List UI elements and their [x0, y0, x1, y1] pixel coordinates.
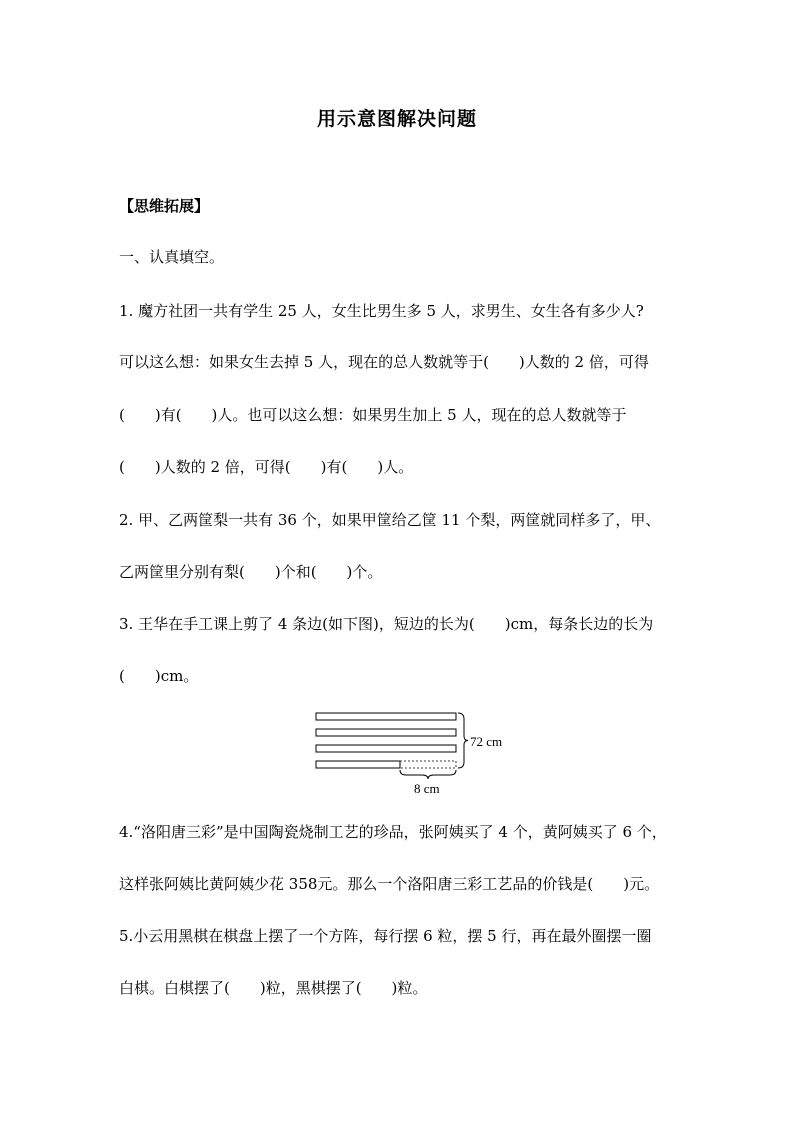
question-1-line-1: 1. 魔方社团一共有学生 25 人，女生比男生多 5 人，求男生、女生各有多少人?: [119, 302, 644, 320]
total-brace: [458, 713, 468, 768]
long-strip-1: [316, 713, 456, 720]
difference-brace: [400, 770, 456, 779]
strips-diagram: [310, 706, 510, 802]
question-5-line-2: 白棋。白棋摆了( )粒，黑棋摆了( )粒。: [119, 979, 428, 997]
page-title: 用示意图解决问题: [316, 108, 477, 130]
question-3-line-2: ( )cm。: [119, 667, 199, 685]
question-4-line-1: 4.“洛阳唐三彩”是中国陶瓷烧制工艺的珍品，张阿姨买了 4 个，黄阿姨买了 6 个，: [119, 823, 667, 841]
part-heading: 一、认真填空。: [119, 248, 225, 266]
short-strip-missing-part: [400, 761, 456, 768]
difference-length-label: 8 cm: [414, 781, 440, 796]
long-strip-3: [316, 745, 456, 752]
question-5-line-1: 5.小云用黑棋在棋盘上摆了一个方阵，每行摆 6 粒，摆 5 行，再在最外圈摆一圈: [119, 927, 652, 945]
question-1-line-4: ( )人数的 2 倍，可得( )有( )人。: [119, 458, 414, 476]
long-strip-2: [316, 729, 456, 736]
section-heading: 【思维拓展】: [119, 197, 210, 215]
short-strip: [316, 761, 400, 768]
total-length-label: 72 cm: [470, 734, 503, 749]
question-3-line-1: 3. 王华在手工课上剪了 4 条边(如下图)，短边的长为( )cm，每条长边的长为: [119, 615, 654, 633]
question-4-line-2: 这样张阿姨比黄阿姨少花 358元。那么一个洛阳唐三彩工艺品的价钱是( )元。: [119, 875, 660, 893]
question-2-line-1: 2. 甲、乙两筐梨一共有 36 个，如果甲筐给乙筐 11 个梨，两筐就同样多了，甲、: [119, 511, 661, 529]
question-2-line-2: 乙两筐里分别有梨( )个和( )个。: [119, 563, 383, 581]
question-1-line-2: 可以这么想：如果女生去掉 5 人，现在的总人数就等于( )人数的 2 倍，可得: [119, 353, 649, 371]
question-1-line-3: ( )有( )人。也可以这么想：如果男生加上 5 人，现在的总人数就等于: [119, 406, 627, 424]
